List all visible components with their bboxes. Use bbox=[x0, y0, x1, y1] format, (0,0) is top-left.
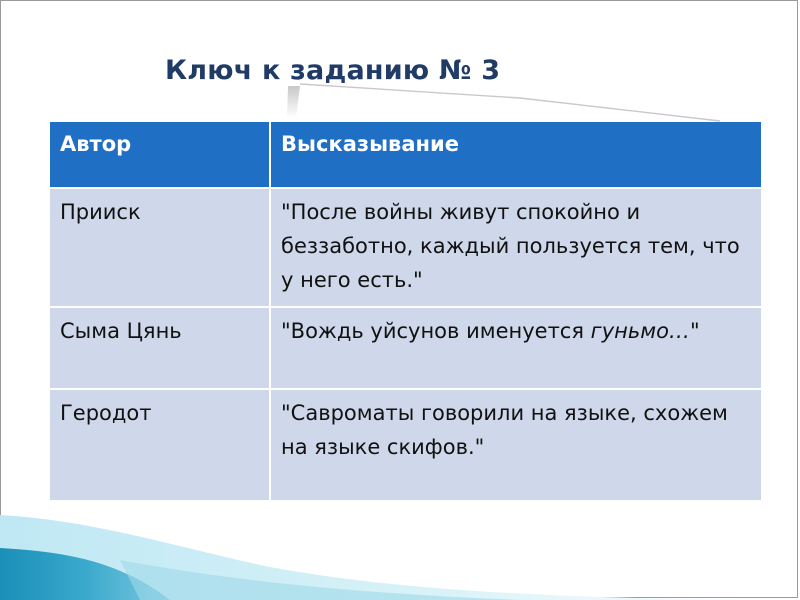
cell-author: Геродот bbox=[50, 389, 270, 500]
column-header-statement: Высказывание bbox=[270, 122, 761, 188]
statement-text: "Вождь уйсунов именуется bbox=[281, 319, 591, 343]
table-row bbox=[50, 188, 761, 307]
cell-author: Прииск bbox=[50, 188, 270, 307]
table-header-row bbox=[50, 122, 761, 188]
cell-statement: "Савроматы говорили на языке, схожем на языке скифов." bbox=[270, 389, 761, 500]
cell-statement: "После войны живут спокойно и беззаботно, каждый пользуется тем, что у него есть." bbox=[270, 188, 761, 307]
statement-closing-quote: " bbox=[689, 319, 700, 343]
slide-title: Ключ к заданию № 3 bbox=[165, 55, 501, 86]
title-pointer-shadow bbox=[287, 86, 300, 118]
table-row bbox=[50, 307, 761, 389]
title-guide-line bbox=[300, 84, 720, 121]
column-header-author: Автор bbox=[50, 122, 270, 188]
table-row bbox=[50, 389, 761, 500]
cell-author: Сыма Цянь bbox=[50, 307, 270, 389]
answer-key-table bbox=[50, 122, 761, 500]
statement-italic-term: гуньмо… bbox=[590, 319, 690, 343]
cell-statement bbox=[270, 307, 761, 389]
